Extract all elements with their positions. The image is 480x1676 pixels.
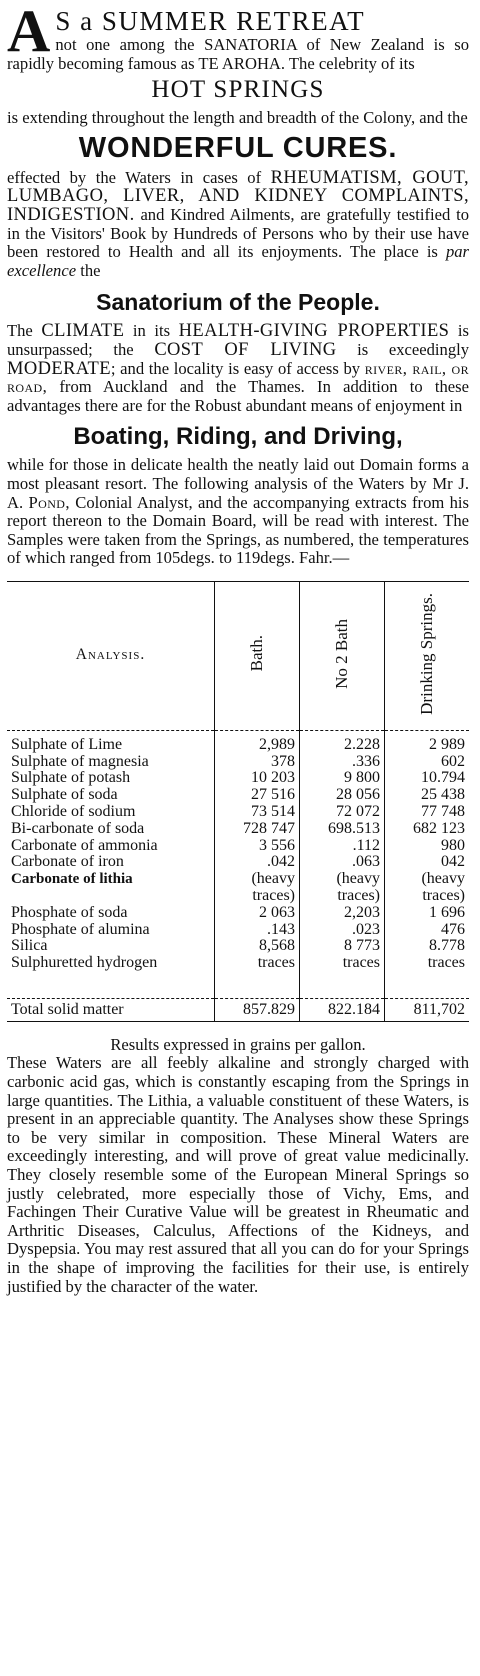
cell-value: traces — [300, 955, 385, 972]
row-name: Sulphuretted hydrogen — [11, 954, 158, 972]
climate-text-2: in its — [124, 321, 179, 341]
table-row — [7, 787, 469, 804]
summer-retreat-heading: S a SUMMER RETREAT — [55, 6, 366, 36]
ailments-list: RHEUMATISM, GOUT, LUMBAGO, LIVER, AND KIDNEY COMPLAINTS, INDIGESTION. — [7, 167, 469, 225]
row-name: Sulphate of magnesia — [11, 752, 149, 770]
cell-value: 10 203 — [215, 770, 300, 787]
boating-heading: Boating, Riding, and Driving, — [73, 423, 403, 451]
access-routes: river, rail, or road, — [7, 358, 469, 397]
table-row — [7, 922, 469, 939]
cell-value: (heavy traces) — [385, 871, 470, 905]
total-value: 857.829 — [215, 999, 300, 1022]
cell-value: 980 — [385, 838, 470, 855]
cell-value: 10.794 — [385, 770, 470, 787]
column-drinking-text: Drinking Springs. — [417, 592, 436, 715]
row-name: Phosphate of soda — [11, 903, 128, 921]
climate-text-1: The — [7, 321, 42, 341]
total-label: Total solid matter — [7, 999, 215, 1022]
row-name: Sulphate of potash — [11, 769, 131, 787]
cell-value: 378 — [215, 754, 300, 771]
analysis-label-text: Analysis. — [75, 646, 146, 664]
cell-value: 728 747 — [215, 821, 300, 838]
extending-text: is extending throughout the length and breadth of the Colony, and the — [7, 108, 468, 128]
cell-value: 2,203 — [300, 905, 385, 922]
cell-value: 476 — [385, 922, 470, 939]
analysis-table — [7, 581, 469, 1022]
row-name: Carbonate of iron — [11, 853, 124, 871]
cell-value: 8.778 — [385, 938, 470, 955]
cell-value: (heavy traces) — [215, 871, 300, 905]
cell-value: .336 — [300, 754, 385, 771]
par-excellence: par excellence — [7, 242, 469, 280]
cell-value: 25 438 — [385, 787, 470, 804]
table-row — [7, 955, 469, 972]
row-name: Silica — [11, 937, 48, 955]
sanatorium-heading: Sanatorium of the People. — [96, 289, 380, 316]
row-name: Phosphate of alumina — [11, 920, 150, 938]
cures-text-2: and Kindred Ailments, are gratefully testified to in the Visitors' Book by Hundreds of Persons who by their use have been restored to Health and all its enjoyments. The place is — [7, 204, 469, 262]
cell-value: 8,568 — [215, 938, 300, 955]
table-row — [7, 821, 469, 838]
cell-value: .143 — [215, 922, 300, 939]
row-name: Carbonate of ammonia — [11, 836, 158, 854]
cell-value: 042 — [385, 854, 470, 871]
climate-word: CLIMATE — [41, 321, 125, 342]
moderate-word: MODERATE — [7, 358, 111, 379]
climate-text-6: from Auckland and the Thames. In addition to these advantages there are for the Robust abundant means of enjoyment in — [7, 377, 469, 415]
cell-value: .112 — [300, 838, 385, 855]
climate-text-4: is exceedingly — [336, 339, 470, 359]
cell-value: 9 800 — [300, 770, 385, 787]
row-name: Carbonate of lithia — [11, 871, 133, 888]
analysis-label — [7, 581, 215, 730]
intro-block — [7, 6, 469, 73]
table-row — [7, 770, 469, 787]
analysis-text-1: while for those in delicate health the neatly laid out Domain forms a most pleasant resort. The following analysis of the Waters by Mr J. A. — [7, 455, 469, 512]
cell-value: 27 516 — [215, 787, 300, 804]
table-row — [7, 754, 469, 771]
cell-value: traces — [215, 955, 300, 972]
advertisement — [7, 0, 469, 1296]
row-name: Bi-carbonate of soda — [11, 819, 145, 837]
results-note: Results expressed in grains per gallon. — [110, 1034, 366, 1054]
total-value: 811,702 — [385, 999, 470, 1022]
cell-value: 8 773 — [300, 938, 385, 955]
row-name: Chloride of sodium — [11, 803, 136, 821]
row-name: Sulphate of soda — [11, 786, 118, 804]
cell-value: 2.228 — [300, 730, 385, 753]
column-bath-text: Bath. — [247, 635, 266, 672]
table-spacer — [7, 972, 469, 999]
cell-value: 2 063 — [215, 905, 300, 922]
cell-value: traces — [385, 955, 470, 972]
analysis-paragraph — [7, 456, 469, 568]
analyst-name: Pond, — [28, 492, 70, 512]
health-giving-word: HEALTH-GIVING PROPERTIES — [178, 321, 450, 342]
final-paragraph: These Waters are all feebly alkaline and strongly charged with carbonic acid gas, which is constantly escaping from the Springs in large quantities. The Lithia, a valuable constituent of these Waters, is present in an appreciable quantity. The Analyses show these Springs to be very similar in composition. These Mineral Waters are exceedingly interesting, and will prove of great value medicinally. They closely resemble some of the European Mineral Springs so justly celebrated, more especially those of Vichy, Ems, and Fachingen Their Curative Value will be greatest in Rheumatic and Arthritic Diseases, Calculus, Affections of the Kidneys, and Dyspepsia. You may rest assured that all you can do for your Springs in the shape of improving the facilities for their use, is entirely justified by the character of the water. — [7, 1053, 469, 1296]
cell-value: 682 123 — [385, 821, 470, 838]
cell-value: 28 056 — [300, 787, 385, 804]
table-row — [7, 905, 469, 922]
cell-value: 698.513 — [300, 821, 385, 838]
cost-of-living-word: COST OF LIVING — [154, 339, 337, 360]
cell-value: 73 514 — [215, 804, 300, 821]
climate-text-5: ; and the locality is easy of access by — [110, 358, 365, 378]
cures-text-1: effected by the Waters in cases of — [7, 167, 271, 187]
column-header-drinking — [385, 581, 470, 730]
drop-cap: A — [7, 6, 51, 64]
cures-paragraph — [7, 169, 469, 281]
cell-value: 72 072 — [300, 804, 385, 821]
intro-text: not one among the SANATORIA of New Zealand is so rapidly becoming famous as TE AROHA. The celebrity of its — [7, 35, 469, 73]
cell-value: (heavy traces) — [300, 871, 385, 905]
table-row — [7, 838, 469, 855]
table-row — [7, 730, 469, 753]
table-row — [7, 804, 469, 821]
cell-value: 3 556 — [215, 838, 300, 855]
total-value: 822.184 — [300, 999, 385, 1022]
row-name: Sulphate of Lime — [11, 735, 123, 753]
cell-value: .023 — [300, 922, 385, 939]
climate-paragraph — [7, 322, 469, 415]
cell-value: 77 748 — [385, 804, 470, 821]
table-row — [7, 854, 469, 871]
cell-value: 1 696 — [385, 905, 470, 922]
cell-value: 2,989 — [215, 730, 300, 753]
table-total-row — [7, 999, 469, 1022]
cures-text-3: the — [76, 260, 101, 280]
hot-springs-heading: HOT SPRINGS — [151, 76, 325, 104]
cell-value: 2 989 — [385, 730, 470, 753]
wonderful-cures-heading: WONDERFUL CURES. — [78, 131, 398, 164]
table-row — [7, 938, 469, 955]
cell-value: 602 — [385, 754, 470, 771]
column-header-no2-bath — [300, 581, 385, 730]
cell-value: .063 — [300, 854, 385, 871]
climate-text-3: is unsurpassed; the — [7, 321, 469, 359]
cell-value: .042 — [215, 854, 300, 871]
column-no2-text: No 2 Bath — [332, 618, 351, 689]
analysis-text-2: Colonial Analyst, and the accompanying extracts from his report thereon to the Domain Board, will be read with interest. The Samples were taken from the Springs, as numbered, the temperatures of which ranged from 105degs. to 119degs. Fahr.— — [7, 492, 470, 568]
table-row — [7, 871, 469, 905]
table-header — [7, 581, 469, 730]
column-header-bath — [215, 581, 300, 730]
